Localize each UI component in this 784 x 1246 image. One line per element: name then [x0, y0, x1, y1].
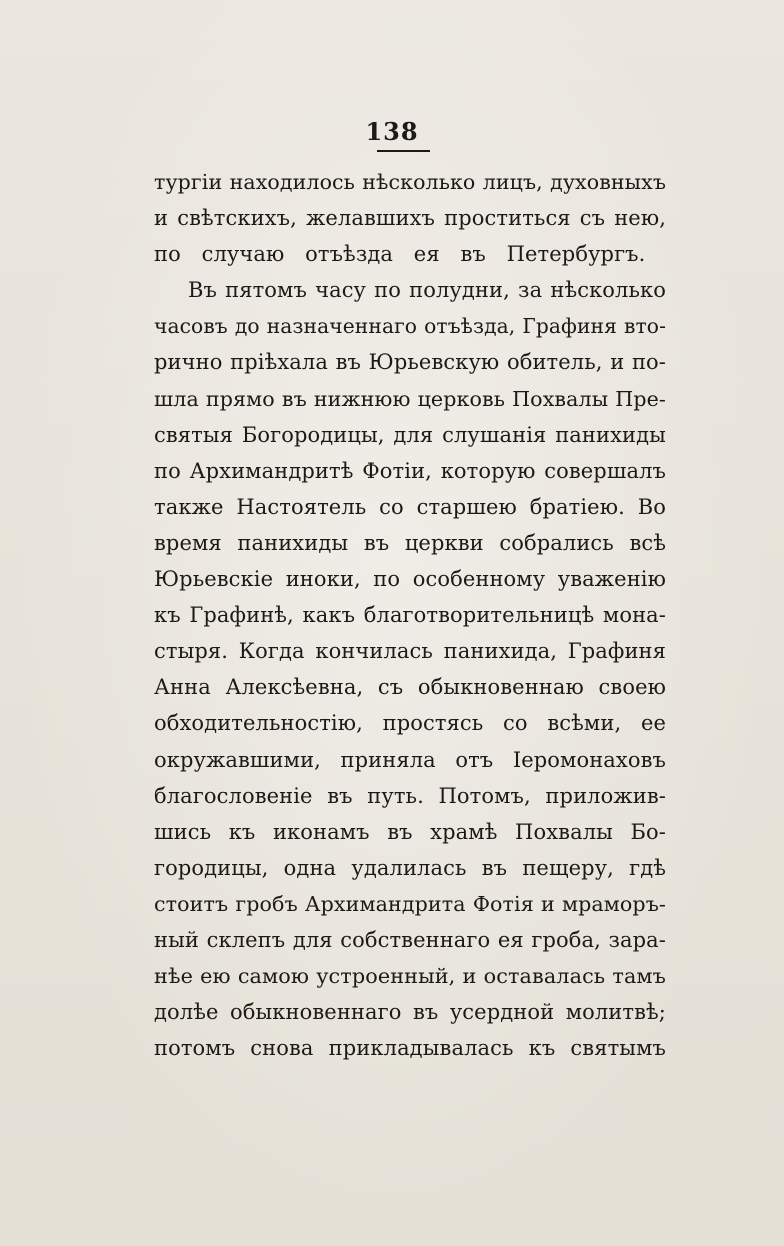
text-line: къ Графинѣ, какъ благотворительницѣ мона-	[154, 603, 666, 628]
text-line: стоитъ гробъ Архимандрита Фотія и мраморъ-	[154, 891, 666, 916]
text-line: обходительностію, простясь со всѣми, ее	[154, 711, 666, 736]
text-line: рично пріѣхала въ Юрьевскую обитель, и по-	[154, 350, 666, 375]
text-line: тургіи находилось нѣсколько лицъ, духовныхъ	[154, 170, 666, 194]
text-line: благословеніе въ путь. Потомъ, приложив-	[154, 783, 666, 808]
text-line: городицы, одна удалилась въ пещеру, гдѣ	[154, 855, 666, 880]
page-number-rule	[377, 150, 430, 152]
text-line: Въ пятомъ часу по полудни, за нѣсколько	[188, 278, 666, 303]
text-line: ный склепъ для собственнаго ея гроба, зара-	[154, 927, 666, 952]
body-text	[154, 164, 666, 1066]
text-line: окружавшими, приняла отъ Іеромонаховъ	[154, 747, 666, 772]
text-line: время панихиды въ церкви собрались всѣ	[154, 530, 666, 555]
text-line: и свѣтскихъ, желавшихъ проститься съ нею,	[154, 206, 666, 231]
text-line: стыря. Когда кончилась панихида, Графиня	[154, 639, 666, 664]
text-line: нѣе ею самою устроенный, и оставалась тамъ	[154, 964, 666, 989]
text-line: по Архимандритѣ Фотіи, которую совершалъ	[154, 458, 666, 483]
text-line: по случаю отъѣзда ея въ Петербургъ.	[154, 242, 646, 267]
text-line: шла прямо въ нижнюю церковь Похвалы Пре-	[154, 386, 666, 411]
text-line: святыя Богородицы, для слушанія панихиды	[154, 422, 666, 447]
text-line: долѣе обыкновеннаго въ усердной молитвѣ;	[154, 1000, 666, 1025]
text-line: также Настоятель со старшею братіею. Во	[154, 494, 666, 519]
text-line: Анна Алексѣевна, съ обыкновеннаю своею	[154, 675, 666, 700]
text-line: шись къ иконамъ въ храмѣ Похвалы Бо-	[154, 819, 666, 844]
text-line: Юрьевскіе иноки, по особенному уваженію	[154, 567, 666, 592]
text-line: потомъ снова прикладывалась къ святымъ	[154, 1036, 666, 1061]
page-number: 138	[365, 117, 419, 146]
text-line: часовъ до назначеннаго отъѣзда, Графиня вто-	[154, 314, 666, 339]
